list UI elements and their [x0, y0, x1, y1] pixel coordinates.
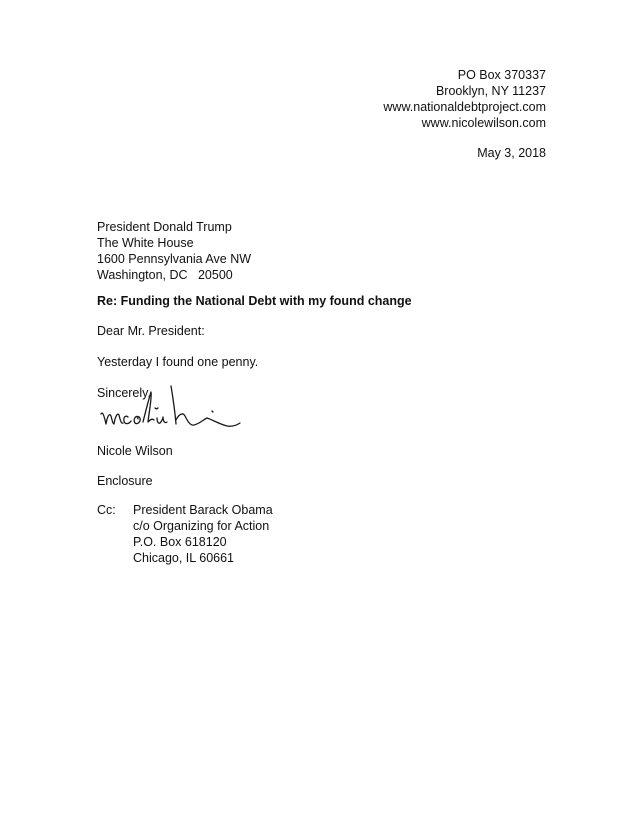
letter-body: Yesterday I found one penny. — [97, 355, 259, 369]
closing: Sincerely, — [97, 386, 151, 400]
sender-address-block — [383, 67, 546, 131]
cc-line2: c/o Organizing for Action — [133, 519, 270, 533]
recipient-organization: The White House — [97, 236, 194, 250]
recipient-name: President Donald Trump — [97, 220, 232, 234]
enclosure-note: Enclosure — [97, 474, 153, 488]
handwritten-signature — [95, 384, 245, 442]
subject-line: Re: Funding the National Debt with my found change — [97, 294, 412, 308]
cc-line3: P.O. Box 618120 — [133, 535, 227, 549]
recipient-street: 1600 Pennsylvania Ave NW — [97, 252, 252, 266]
sender-address-line2: Brooklyn, NY 11237 — [435, 84, 546, 98]
cc-line4: Chicago, IL 60661 — [133, 551, 235, 565]
sender-address-line1: PO Box 370337 — [457, 68, 546, 82]
sender-website1: www.nationaldebtproject.com — [383, 100, 546, 114]
cc-name: President Barack Obama — [133, 503, 273, 517]
sender-website2: www.nicolewilson.com — [421, 116, 546, 130]
salutation: Dear Mr. President: — [97, 324, 205, 338]
cc-label: Cc: — [97, 503, 116, 517]
recipient-city: Washington, DC 20500 — [97, 268, 233, 282]
recipient-address-block — [97, 219, 251, 283]
cc-address-block — [133, 502, 273, 566]
signer-name: Nicole Wilson — [97, 444, 173, 458]
letter-date: May 3, 2018 — [477, 146, 546, 160]
